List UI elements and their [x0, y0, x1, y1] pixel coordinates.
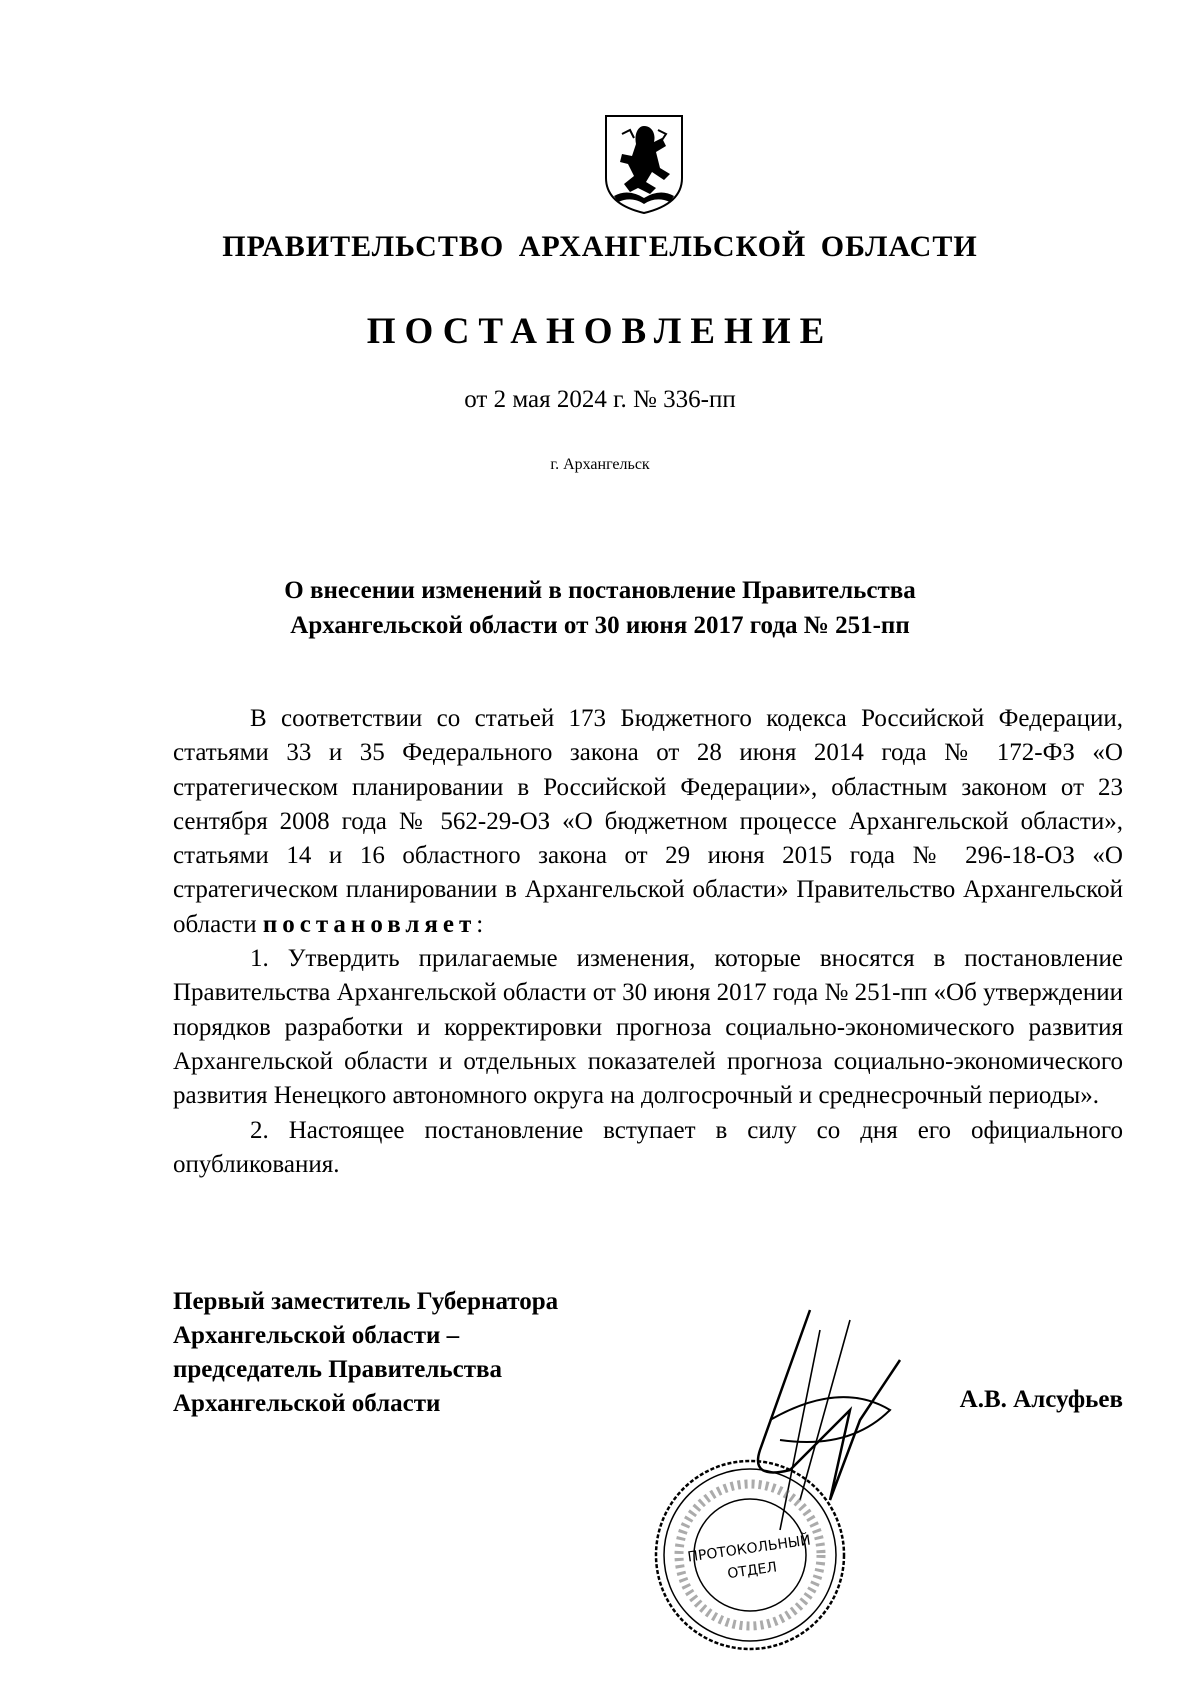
government-title: ПРАВИТЕЛЬСТВО АРХАНГЕЛЬСКОЙ ОБЛАСТИ	[222, 230, 978, 263]
item-2-paragraph: 2. Настоящее постановление вступает в силу со дня его официального опубликования.	[173, 1116, 1123, 1178]
position-line: Первый заместитель Губернатора	[173, 1288, 559, 1315]
protocol-department-stamp	[650, 1455, 850, 1655]
item-1-paragraph: 1. Утвердить прилагаемые изменения, которые вносятся в постановление Правительства Архангельской области от 30 июня 2017 года № 251-пп «Об утверждении порядков разработки и корректировки прогноза социально-экономического развития Архангельской области и отдельных показателей прогноза социально-экономического развития Ненецкого автономного округа на долгосрочный и среднесрочный периоды».	[173, 945, 1123, 1110]
position-line: председатель Правительства	[173, 1356, 503, 1383]
subject-line-2: Архангельской области от 30 июня 2017 года № 251-пп	[290, 612, 910, 639]
stamp-center-line-1: ПРОТОКОЛЬНЫЙ	[686, 1532, 812, 1566]
stamp-center-line-2: ОТДЕЛ	[726, 1559, 779, 1583]
signatory-position	[173, 1285, 558, 1421]
subject-line-1: О внесении изменений в постановление Правительства	[284, 577, 916, 604]
date-number-line: от 2 мая 2024 г. № 336-пп	[464, 386, 736, 413]
coat-of-arms-emblem	[600, 112, 688, 216]
signatory-name: А.В. Алсуфьев	[959, 1386, 1123, 1413]
position-line: Архангельской области –	[173, 1322, 460, 1349]
document-type-title: ПОСТАНОВЛЕНИЕ	[366, 311, 834, 352]
preamble-text: В соответствии со статьей 173 Бюджетного кодекса Российской Федерации, статьями 33 и 35 Федерального закона от 28 июня 2014 года № 172-ФЗ «О стратегическом планировании в Российской Федерации», областным законом от 23 сентября 2008 года № 562-29-ОЗ «О бюджетном процессе Архангельской области», статьями 14 и 16 областного закона от 29 июня 2015 года № 296-18-ОЗ «О стратегическом планировании в Архангельской области» Правительство Архангельской области	[173, 705, 1123, 938]
document-subject	[170, 573, 1030, 643]
city-line: г. Архангельск	[550, 456, 650, 473]
position-line: Архангельской области	[173, 1390, 441, 1417]
preamble-paragraph	[173, 702, 1123, 942]
resolves-word: постановляет	[262, 910, 477, 938]
resolves-colon: :	[476, 910, 484, 938]
document-body	[173, 702, 1123, 1182]
